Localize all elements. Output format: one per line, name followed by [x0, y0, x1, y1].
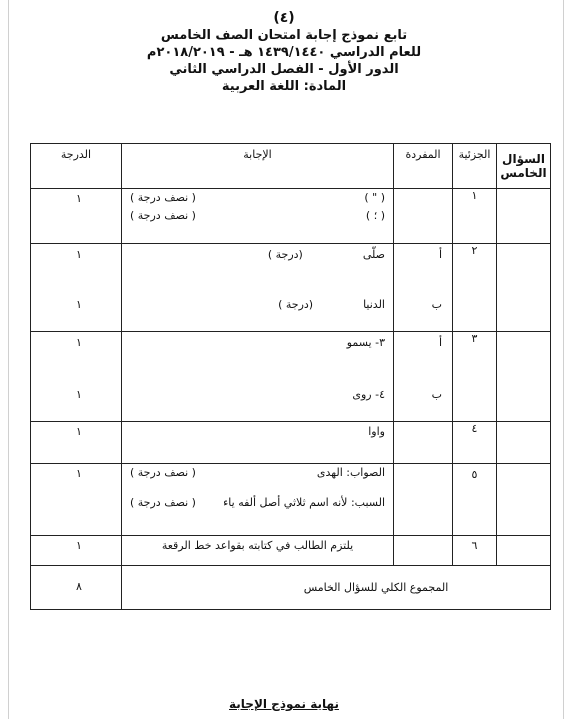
answer-text: واوا: [368, 425, 385, 438]
part-number: ٢: [453, 244, 497, 332]
grade-note: ( نصف درجة ): [130, 466, 196, 479]
grade-value: ١: [76, 425, 82, 438]
subject-label: المادة: اللغة العربية: [221, 79, 347, 94]
answer-cell: [122, 422, 394, 464]
table-row: [31, 422, 551, 464]
answer-cell: [122, 464, 394, 536]
grade-cell: [31, 244, 122, 332]
table-row: [31, 332, 551, 422]
answer-text: ٤- روى: [352, 388, 385, 401]
part-number: ٦: [453, 536, 497, 566]
question-cell: [497, 244, 551, 332]
answer-text: ( " ): [364, 191, 385, 204]
answer-text: السبب: لأنه اسم ثلاثي أصل ألفه ياء: [223, 496, 385, 509]
grade-value: ١: [76, 388, 82, 401]
grade-value: ١: [76, 192, 82, 205]
answer-key-table: [30, 143, 551, 610]
col-grade: الدرجة: [31, 144, 122, 189]
answer-text: صلّى: [362, 248, 385, 261]
grade-value: ١: [76, 248, 82, 261]
table-row: [31, 536, 551, 566]
answer-text: ( ؛ ): [365, 209, 385, 222]
grade-note: ( نصف درجة ): [130, 209, 196, 222]
answer-text: الدنيا: [363, 298, 385, 311]
part-number: ١: [453, 189, 497, 244]
question-cell: [497, 536, 551, 566]
item-cell: [394, 332, 453, 422]
document-header: [0, 10, 568, 95]
grade-value: ١: [76, 539, 82, 552]
col-item: المفردة: [394, 144, 453, 189]
item-label: ب: [431, 388, 442, 401]
item-label: أ: [438, 336, 442, 349]
table-row: [31, 244, 551, 332]
total-label-cell: [122, 566, 551, 610]
answer-cell: [122, 536, 394, 566]
total-grade-cell: [31, 566, 122, 610]
page-number: (٤): [273, 10, 295, 26]
item-cell: [394, 189, 453, 244]
part-number: ٣: [453, 332, 497, 422]
answer-text: ٣- يسمو: [346, 336, 385, 349]
col-answer: الإجابة: [122, 144, 394, 189]
col-part: الجزئية: [453, 144, 497, 189]
grade-note: ( نصف درجة ): [130, 496, 196, 509]
question-cell: [497, 422, 551, 464]
end-of-answer-key: نهاية نموذج الإجابة: [229, 697, 339, 711]
item-label: ب: [431, 298, 442, 311]
table-row: [31, 189, 551, 244]
item-cell: [394, 464, 453, 536]
question-cell: [497, 332, 551, 422]
answer-cell: [122, 189, 394, 244]
grade-cell: [31, 189, 122, 244]
part-number: ٤: [453, 422, 497, 464]
grade-value: ١: [76, 298, 82, 311]
total-grade: ٨: [76, 580, 82, 593]
grade-value: ١: [76, 336, 82, 349]
table-header-row: [31, 144, 551, 189]
grade-cell: [31, 464, 122, 536]
grade-note: (درجة ): [267, 248, 303, 261]
grade-cell: [31, 332, 122, 422]
grade-value: ١: [76, 467, 82, 480]
table-row: [31, 464, 551, 536]
grade-cell: [31, 422, 122, 464]
answer-cell: [122, 332, 394, 422]
part-number: ٥: [453, 464, 497, 536]
grade-cell: [31, 536, 122, 566]
exam-title: تابع نموذج إجابة امتحان الصف الخامس: [160, 28, 408, 43]
item-cell: [394, 244, 453, 332]
item-cell: [394, 536, 453, 566]
col-question: السؤال الخامس: [497, 144, 551, 189]
item-cell: [394, 422, 453, 464]
question-cell: [497, 189, 551, 244]
total-label: المجموع الكلي للسؤال الخامس: [303, 580, 449, 594]
item-label: أ: [438, 248, 442, 261]
answer-text: الصواب: الهدى: [316, 466, 385, 479]
academic-year: للعام الدراسي ١٤٣٩/١٤٤٠ هـ - ٢٠١٨/٢٠١٩م: [146, 45, 422, 60]
answer-cell: [122, 244, 394, 332]
answer-text: يلتزم الطالب في كتابته بقواعد خط الرقعة: [161, 539, 354, 552]
exam-round: الدور الأول - الفصل الدراسي الثاني: [169, 62, 399, 77]
question-cell: [497, 464, 551, 536]
total-row: [31, 566, 551, 610]
grade-note: (درجة ): [278, 298, 314, 311]
grade-note: ( نصف درجة ): [130, 191, 196, 204]
